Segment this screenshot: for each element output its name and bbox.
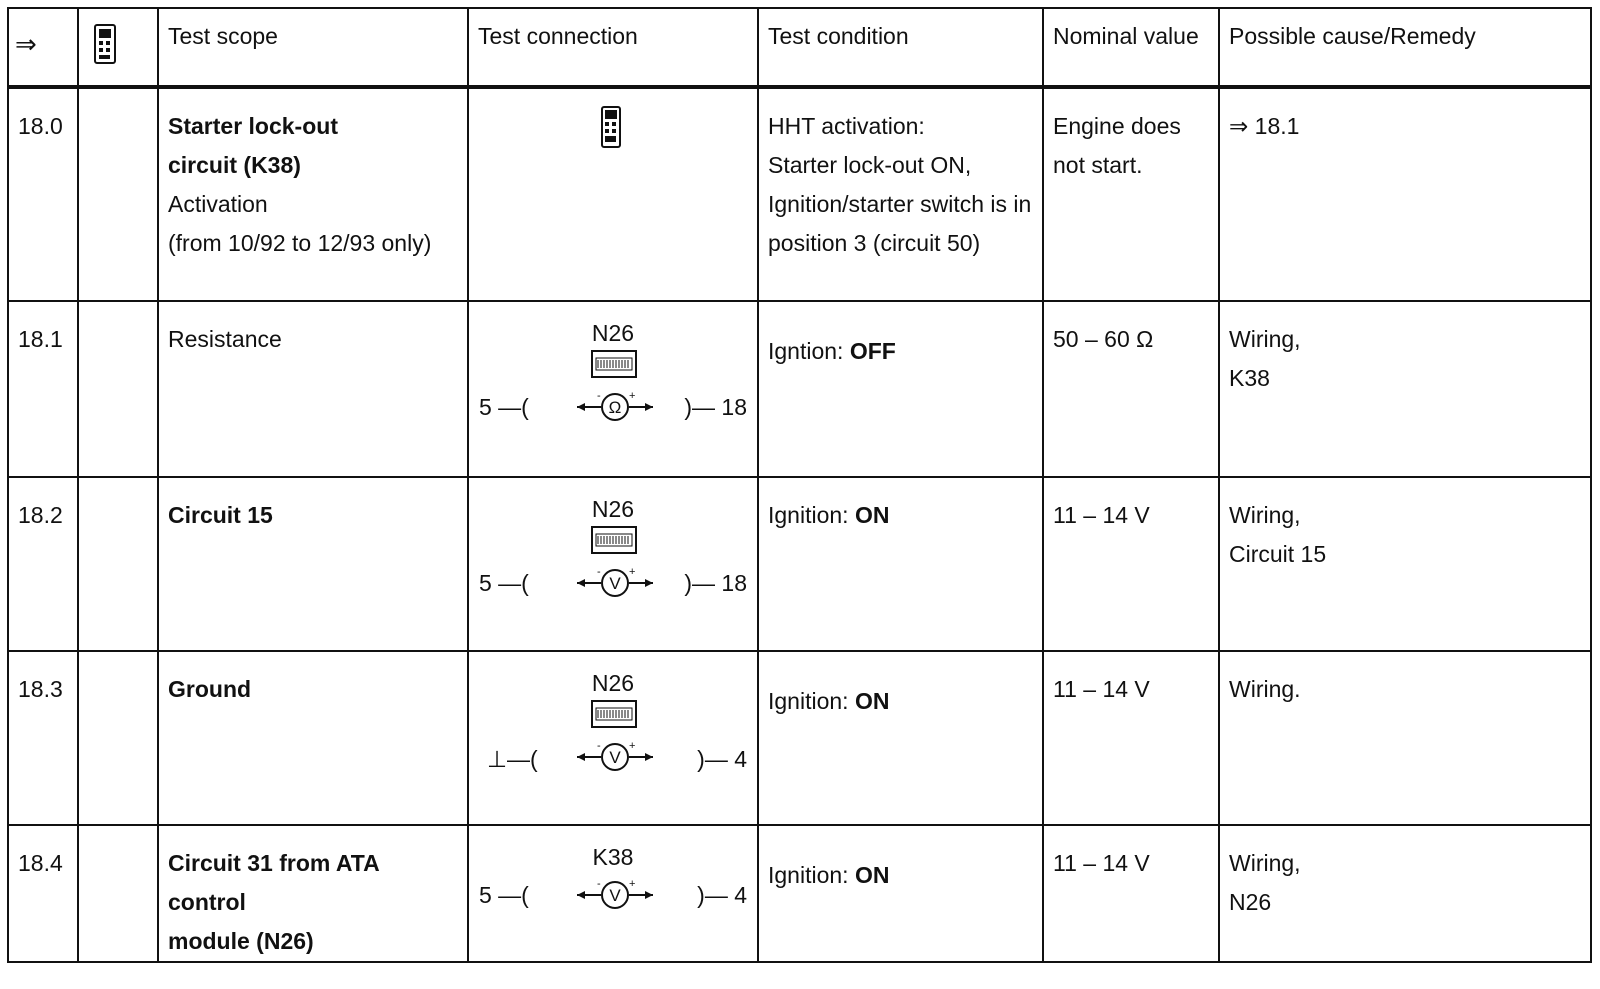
possible-cause xyxy=(1220,826,1590,922)
condition-label: Ignition: xyxy=(768,688,855,714)
nominal-line: Engine does xyxy=(1053,113,1181,139)
ohmmeter-icon xyxy=(575,390,655,424)
scope-line: module (N26) xyxy=(168,928,314,954)
header-test-condition-label: Test condition xyxy=(768,23,909,49)
cause-line: Wiring. xyxy=(1229,676,1301,702)
control-module-icon xyxy=(591,700,637,728)
header-hht xyxy=(78,8,158,87)
table-row xyxy=(8,825,1591,962)
test-condition xyxy=(759,89,1042,263)
possible-cause xyxy=(1220,478,1590,574)
cause-line: K38 xyxy=(1229,365,1270,391)
scope-line: circuit (K38) xyxy=(168,152,301,178)
nominal-value: 50 – 60 Ω xyxy=(1053,326,1154,352)
svg-text:+: + xyxy=(629,566,636,578)
svg-text:-: - xyxy=(597,390,601,402)
test-table-sheet xyxy=(7,7,1590,989)
nominal-value: 11 – 14 V xyxy=(1053,850,1150,876)
header-test-condition xyxy=(758,8,1043,87)
header-possible-cause xyxy=(1219,8,1591,87)
step-number: 18.4 xyxy=(18,850,63,876)
nominal-line: not start. xyxy=(1053,152,1143,178)
condition-label: Igntion: xyxy=(768,338,850,364)
test-connection xyxy=(468,301,758,477)
condition-value: OFF xyxy=(849,338,896,364)
header-test-scope-label: Test scope xyxy=(168,23,278,49)
header-nominal-value-label: Nominal value xyxy=(1053,23,1199,49)
test-scope xyxy=(159,826,467,961)
condition-line: HHT activation: xyxy=(768,113,925,139)
step-number: 18.2 xyxy=(18,502,63,528)
table-row xyxy=(8,87,1591,301)
module-label: N26 xyxy=(591,320,635,346)
scope-line: Starter lock-out xyxy=(168,113,338,139)
control-module-icon xyxy=(591,526,637,554)
scope-line: Activation xyxy=(168,191,268,217)
pin-left: 5 —( xyxy=(479,394,529,420)
cause-line: N26 xyxy=(1229,889,1272,915)
scope-line: (from 10/92 to 12/93 only) xyxy=(168,230,432,256)
header-test-connection xyxy=(468,8,758,87)
pin-left: 5 —( xyxy=(479,570,529,596)
svg-text:+: + xyxy=(629,390,636,402)
meter-symbol: V xyxy=(609,574,621,593)
pin-right: )— 18 xyxy=(684,394,747,420)
ground-pin: ⊥—( xyxy=(487,746,538,772)
cause-line: Wiring, xyxy=(1229,850,1301,876)
module-label: K38 xyxy=(592,844,634,870)
diagnostic-test-table xyxy=(7,7,1592,963)
step-number: 18.3 xyxy=(18,676,63,702)
test-condition xyxy=(759,302,1042,371)
table-header-row xyxy=(8,8,1591,87)
step-number: 18.1 xyxy=(18,326,63,352)
condition-line: position 3 (circuit 50) xyxy=(768,230,981,256)
meter-symbol: Ω xyxy=(608,398,622,417)
svg-text:-: - xyxy=(597,740,601,752)
header-test-connection-label: Test connection xyxy=(478,23,638,49)
possible-cause xyxy=(1220,89,1590,146)
hand-held-tester-icon xyxy=(79,9,155,79)
cause-line: Wiring, xyxy=(1229,326,1301,352)
test-scope xyxy=(159,89,467,263)
test-scope: Circuit 15 xyxy=(168,502,273,528)
meter-symbol: V xyxy=(609,886,621,905)
condition-line: Ignition/starter switch is in xyxy=(768,191,1032,217)
table-row xyxy=(8,477,1591,651)
test-condition xyxy=(759,478,1042,535)
svg-text:+: + xyxy=(629,878,636,890)
nominal-value xyxy=(1044,89,1218,185)
scope-line: Circuit 31 from ATA control xyxy=(168,850,379,915)
control-module-icon xyxy=(591,350,637,378)
hht-cell xyxy=(78,477,158,651)
arrow-icon: ⇒ xyxy=(15,29,37,59)
possible-cause xyxy=(1220,652,1590,709)
meter-symbol: V xyxy=(609,748,621,767)
svg-text:+: + xyxy=(629,740,636,752)
table-row xyxy=(8,651,1591,825)
header-nominal-value xyxy=(1043,8,1219,87)
hand-held-tester-icon xyxy=(599,105,625,153)
svg-text:-: - xyxy=(597,878,601,890)
table-row xyxy=(8,301,1591,477)
voltmeter-icon xyxy=(575,740,655,774)
header-test-scope xyxy=(158,8,468,87)
hht-cell xyxy=(78,825,158,962)
condition-value: ON xyxy=(854,688,890,714)
voltmeter-icon xyxy=(575,878,655,912)
pin-right: )— 18 xyxy=(684,570,747,596)
condition-line: Starter lock-out ON, xyxy=(768,152,972,178)
cause-line: Wiring, xyxy=(1229,502,1301,528)
test-scope: Resistance xyxy=(168,326,282,352)
test-connection xyxy=(468,477,758,651)
pin-right: )— 4 xyxy=(697,746,747,772)
condition-value: ON xyxy=(854,862,890,888)
pin-right: )— 4 xyxy=(697,882,747,908)
module-label: N26 xyxy=(591,496,635,522)
cause-link: ⇒ 18.1 xyxy=(1229,113,1300,139)
possible-cause xyxy=(1220,302,1590,398)
condition-label: Ignition: xyxy=(768,862,855,888)
module-label: N26 xyxy=(591,670,635,696)
pin-left: 5 —( xyxy=(479,882,529,908)
header-arrow xyxy=(8,8,78,87)
cause-line: Circuit 15 xyxy=(1229,541,1327,567)
svg-text:-: - xyxy=(597,566,601,578)
step-number: 18.0 xyxy=(18,113,63,139)
nominal-value: 11 – 14 V xyxy=(1053,502,1150,528)
test-connection xyxy=(468,651,758,825)
test-condition xyxy=(759,826,1042,895)
test-condition xyxy=(759,652,1042,721)
header-possible-cause-label: Possible cause/Remedy xyxy=(1229,23,1476,49)
voltmeter-icon xyxy=(575,566,655,600)
condition-label: Ignition: xyxy=(768,502,855,528)
nominal-value: 11 – 14 V xyxy=(1053,676,1150,702)
hht-cell xyxy=(78,87,158,301)
test-connection xyxy=(468,87,758,301)
hht-cell xyxy=(78,301,158,477)
test-connection xyxy=(468,825,758,962)
test-scope: Ground xyxy=(168,676,252,702)
hht-cell xyxy=(78,651,158,825)
condition-value: ON xyxy=(854,502,890,528)
